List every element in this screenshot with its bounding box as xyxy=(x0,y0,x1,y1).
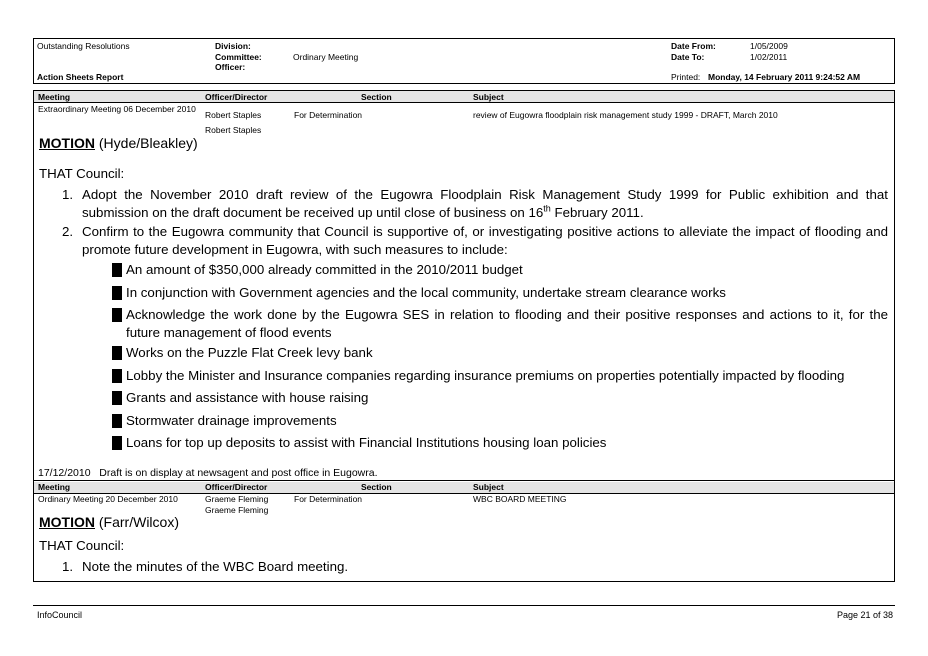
col-officer: Officer/Director xyxy=(205,92,268,102)
bullet-item: Stormwater drainage improvements xyxy=(112,412,888,430)
division-label: Division: xyxy=(215,41,251,51)
record1-section: For Determination xyxy=(294,110,363,120)
date-to-value: 1/02/2011 xyxy=(750,52,788,62)
committee-value: Ordinary Meeting xyxy=(293,52,359,62)
record1-item-1 xyxy=(62,186,888,222)
item1-superscript: th xyxy=(543,203,551,214)
officer-label: Officer: xyxy=(215,62,246,72)
bullet-square-icon xyxy=(112,286,122,300)
item-text: Note the minutes of the WBC Board meeting. xyxy=(82,559,349,574)
page-number: Page 21 of 38 xyxy=(836,610,893,620)
bullet-item: Works on the Puzzle Flat Creek levy bank xyxy=(112,344,888,362)
bullet-square-icon xyxy=(112,436,122,450)
record2-subject: WBC BOARD MEETING xyxy=(473,494,567,504)
record1-subject: review of Eugowra floodplain risk management study 1999 - DRAFT, March 2010 xyxy=(473,110,778,120)
date-from-value: 1/05/2009 xyxy=(750,41,788,51)
item2-text: Confirm to the Eugowra community that Council is supportive of, or investigating positive actions to alleviate the impact of flooding and promote future development in Eugowra, with such measures to include: xyxy=(82,224,888,257)
printed-value: Monday, 14 February 2011 9:24:52 AM xyxy=(708,72,861,82)
report-title: Outstanding Resolutions xyxy=(37,41,130,51)
bullet-square-icon xyxy=(112,391,122,405)
record2-item-1 xyxy=(62,558,888,576)
report-name: Action Sheets Report xyxy=(37,72,124,82)
bullet-square-icon xyxy=(112,308,122,322)
col-meeting: Meeting xyxy=(38,482,71,492)
printed-label: Printed: xyxy=(671,72,701,82)
footer-rule xyxy=(33,605,895,606)
record2-that-council: THAT Council: xyxy=(39,538,125,553)
motion-label: MOTION xyxy=(39,514,95,530)
date-from-label: Date From: xyxy=(671,41,716,51)
col-section: Section xyxy=(361,482,392,492)
bullet-item: Loans for top up deposits to assist with Financial Institutions housing loan policies xyxy=(112,434,888,452)
col-officer: Officer/Director xyxy=(205,482,268,492)
bullet-item: Lobby the Minister and Insurance companies regarding insurance premiums on properties potentially impacted by flooding xyxy=(112,367,888,385)
bullet-square-icon xyxy=(112,369,122,383)
record1-motion xyxy=(39,135,198,152)
record1-meeting: Extraordinary Meeting 06 December 2010 xyxy=(38,104,196,114)
item1-text-end: February 2011. xyxy=(550,204,644,220)
record1-item-2 xyxy=(62,223,888,259)
col-subject: Subject xyxy=(473,482,504,492)
record-divider xyxy=(33,480,895,481)
bullet-square-icon xyxy=(112,346,122,360)
record1-director: Robert Staples xyxy=(205,125,262,135)
bullet-item: Acknowledge the work done by the Eugowra SES in relation to flooding and their positive responses and actions to it, for the future management of flood events xyxy=(112,306,888,342)
bullet-item: Grants and assistance with house raising xyxy=(112,389,888,407)
record2-meeting: Ordinary Meeting 20 December 2010 xyxy=(38,494,178,504)
item-number: 1. xyxy=(62,559,74,574)
record2-director: Graeme Fleming xyxy=(205,505,269,515)
item-number: 2. xyxy=(62,224,74,239)
item-number: 1. xyxy=(62,187,74,202)
bullet-square-icon xyxy=(112,414,122,428)
record1-officer: Robert Staples xyxy=(205,110,262,120)
record1-action-note: 17/12/2010 Draft is on display at newsagent and post office in Eugowra. xyxy=(38,467,378,479)
col-section: Section xyxy=(361,92,392,102)
bullet-item: In conjunction with Government agencies and the local community, undertake stream clearance works xyxy=(112,284,888,302)
bullet-item: An amount of $350,000 already committed in the 2010/2011 budget xyxy=(112,261,888,279)
record2-motion xyxy=(39,514,179,531)
motion-movers: (Hyde/Bleakley) xyxy=(98,135,198,151)
date-to-label: Date To: xyxy=(671,52,705,62)
motion-label: MOTION xyxy=(39,135,95,151)
motion-movers: (Farr/Wilcox) xyxy=(98,514,179,530)
bullet-square-icon xyxy=(112,263,122,277)
record2-section: For Determination xyxy=(294,494,363,504)
record2-officer: Graeme Fleming xyxy=(205,494,269,504)
item1-text: Adopt the November 2010 draft review of the Eugowra Floodplain Risk Management Study 1999 for Public exhibition and that submission on the draft document be received up until close of business on 16 xyxy=(82,187,888,220)
col-subject: Subject xyxy=(473,92,504,102)
committee-label: Committee: xyxy=(215,52,262,62)
column-header-row xyxy=(34,482,894,494)
record1-that-council: THAT Council: xyxy=(39,166,125,181)
footer-app-name: InfoCouncil xyxy=(37,610,83,620)
column-header-row xyxy=(34,91,894,103)
col-meeting: Meeting xyxy=(38,92,71,102)
